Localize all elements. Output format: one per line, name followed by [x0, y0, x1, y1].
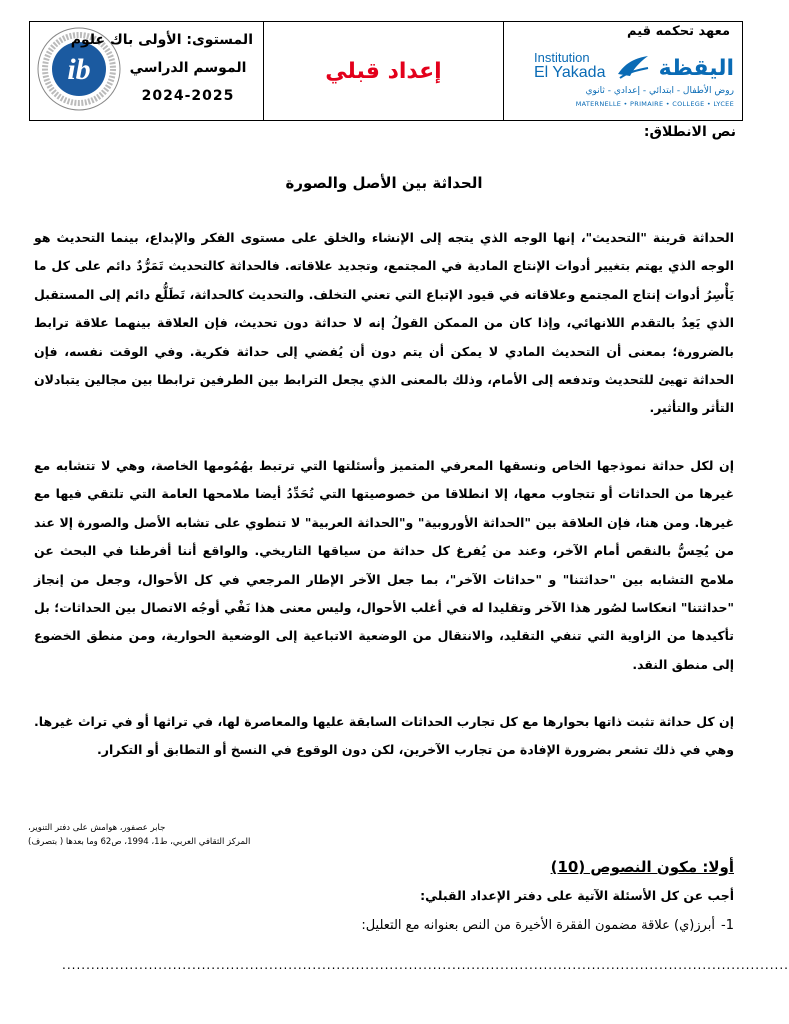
logo-institution-text: Institution: [534, 50, 590, 65]
school-year: 2024-2025: [141, 88, 235, 104]
question-number: 1-: [721, 918, 734, 933]
answer-line[interactable]: .......................................................................................................................................................: [62, 958, 789, 972]
logo-name-fr: El Yakada: [534, 64, 606, 81]
source-publisher: المركز الثقافي العربي، ط1، 1994، ص62 وما بعدها ( بتصرف): [28, 837, 251, 847]
logo-stages-fr: MATERNELLE • PRIMAIRE • COLLEGE • LYCEE: [575, 100, 734, 108]
header-table: [29, 21, 743, 121]
paragraph-3: إن كل حداثة تثبت ذاتها بحوارها مع كل تجارب الحداثات السابقة عليها والمعاصرة لها، في تراثها أو في تراث غيرها. وهي في ذلك تشعر بضرورة الإفادة من تجارب الآخرين، لكن دون الوقوع في النسخ أو التطابق أو التكرار.: [34, 714, 734, 758]
questions-instruction: أجب عن كل الأسئلة الآتية على دفتر الإعداد القبلي:: [420, 888, 734, 903]
season-label: الموسم الدراسي: [129, 60, 247, 76]
logo-stages-ar: روض الأطفال - ابتدائي - إعدادي - ثانوي: [585, 86, 734, 96]
header-school-cell: [504, 22, 742, 120]
bird-icon: [616, 52, 650, 82]
text-title: الحداثة بين الأصل والصورة: [285, 174, 483, 192]
question-text: أبرز(ي) علاقة مضمون الفقرة الأخيرة من النص بعنوانه مع التعليل:: [361, 918, 716, 933]
school-name: معهد تحكمه قيم: [627, 24, 730, 39]
ib-logo-text: ib: [67, 53, 91, 86]
paragraph-2: إن لكل حداثة نموذجها الخاص ونسقها المعرفي المتميز وأسئلتها التي ترتبط بهُمُومها الخاصة، وهي لا تتشابه مع غيرها من الحداثات أو تتجاوب معها، إلا انطلاقا من خصوصيتها التي تُحَدِّدُ أيضا ملامحها العامة التي تلتقي فيها مع غيرها. ومن هنا، فإن العلاقة بين "الحداثة الأوروبية" و"الحداثة العربية" لا تنطوي على تشابه الأصل والصورة إلا عند من يُحِسُّ بالنقص أمام الآخر، وعند من يُفرغ كل حداثة من سياقها التاريخي. والواقع أننا أفرطنا في البحث عن ملامح التشابه بين "حداثتنا" و "حداثات الآخر"، بما جعل الآخر الإطار المرجعي في كل الأحوال، وجعل من إنجاز "حداثتنا" انعكاسا لصُور هذا الآخر وتقليدا له في أغلب الأحوال، وليس معنى هذا نَفْي أوجُه الاتصال بين الحداثات؛ بل تأكيدها من الزاوية التي تنفي التقليد، والانتقال من الوضعية الاتباعية إلى الوضعية الحوارية، ومن منطق الخضوع إلى منطق النقد.: [34, 458, 734, 672]
source-author: جابر عصفور، هوامش على دفتر التنوير،: [28, 823, 166, 833]
header-level-cell: [30, 22, 264, 120]
yakada-logo: [528, 46, 738, 116]
level-label: المستوى: الأولى باك علوم: [70, 32, 253, 48]
paragraph-1: الحداثة قرينة "التحديث"، إنها الوجه الذي يتجه إلى الإنشاء والخلق على مستوى الفكر والإبداع، بينما التحديث هو الوجه الذي يهتم بتغيير أدوات الإنتاج المادية في المجتمع، وتجديد علاقاته. فالحداثة كالتحديث تَمَرُّدٌ دائم على كل ما يَأْسِرُ أدوات إنتاج المجتمع وعلاقاته في قيود الإتباع التي تعني التخلف. والتحديث كالحداثة، تَطَلُّع دائم إلى المستقبل الذي يَعِدُ بالتقدم اللانهائي، وإذا كان من الممكن القولُ إنه لا حداثة دون تحديث، فإن العلاقة بينهما علاقة ترابط بالضرورة؛ بمعنى أن التحديث المادي لا يمكن أن يتم دون أن يُفضي إلى حداثة فكرية. وفي الوقت نفسه، فإن الحداثة تهيئ للتحديث وتدفعه إلى الأمام، وذلك بالمعنى الذي يجعل الترابط بين الطرفين ترابطا بين مجالين يتبادلان التأثر والتأثير.: [34, 230, 734, 416]
doc-title: إعداد قبلي: [325, 58, 442, 84]
question-item: [361, 918, 734, 933]
section-label: نص الانطلاق:: [643, 124, 736, 140]
questions-section-title: أولا: مكون النصوص (10): [550, 858, 734, 876]
header-title-cell: [264, 22, 504, 120]
logo-name-ar: اليقظة: [658, 56, 734, 81]
